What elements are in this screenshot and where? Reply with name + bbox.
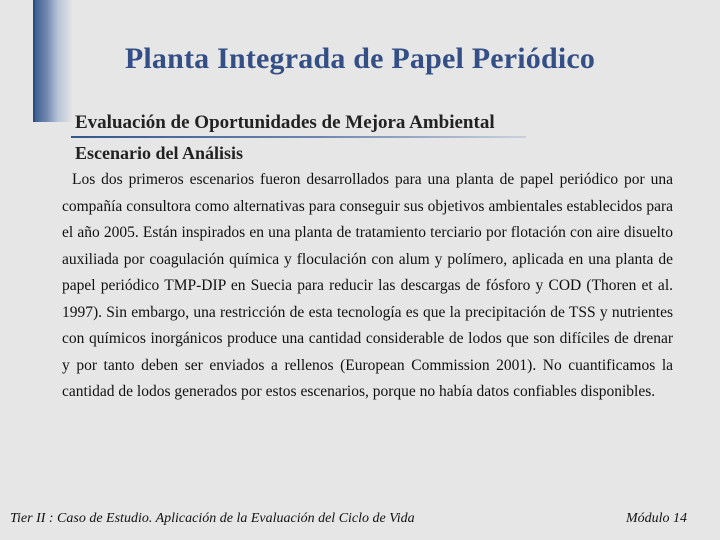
decorative-divider <box>71 136 526 138</box>
slide-subtitle: Evaluación de Oportunidades de Mejora Ambiental <box>75 112 495 133</box>
footer-course-title: Tier II : Caso de Estudio. Aplicación de la Evaluación del Ciclo de Vida <box>10 511 415 526</box>
slide-title: Planta Integrada de Papel Periódico <box>124 42 596 75</box>
body-paragraph: Los dos primeros escenarios fueron desarrollados para una planta de papel periódico por una compañía consultora como alternativas para conseguir sus objetivos ambientales establecidos para el año 2005. Están inspirados en una planta de tratamiento terciario por flotación con aire disuelto auxiliada por coagulación química y floculación con alum y polímero, aplicada en una planta de papel periódico TMP-DIP en Suecia para reducir las descargas de fósforo y COD (Thoren et al. 1997). Sin embargo, una restricción de esta tecnología es que la precipitación de TSS y nutrientes con químicos inorgánicos produce una cantidad considerable de lodos que son difíciles de drenar y por tanto deben ser enviados a rellenos (European Commission 2001). No cuantificamos la cantidad de lodos generados por estos escenarios, porque no había datos confiables disponibles. <box>62 171 673 400</box>
section-heading: Escenario del Análisis <box>75 143 244 163</box>
footer-module-number: Módulo 14 <box>625 511 687 526</box>
